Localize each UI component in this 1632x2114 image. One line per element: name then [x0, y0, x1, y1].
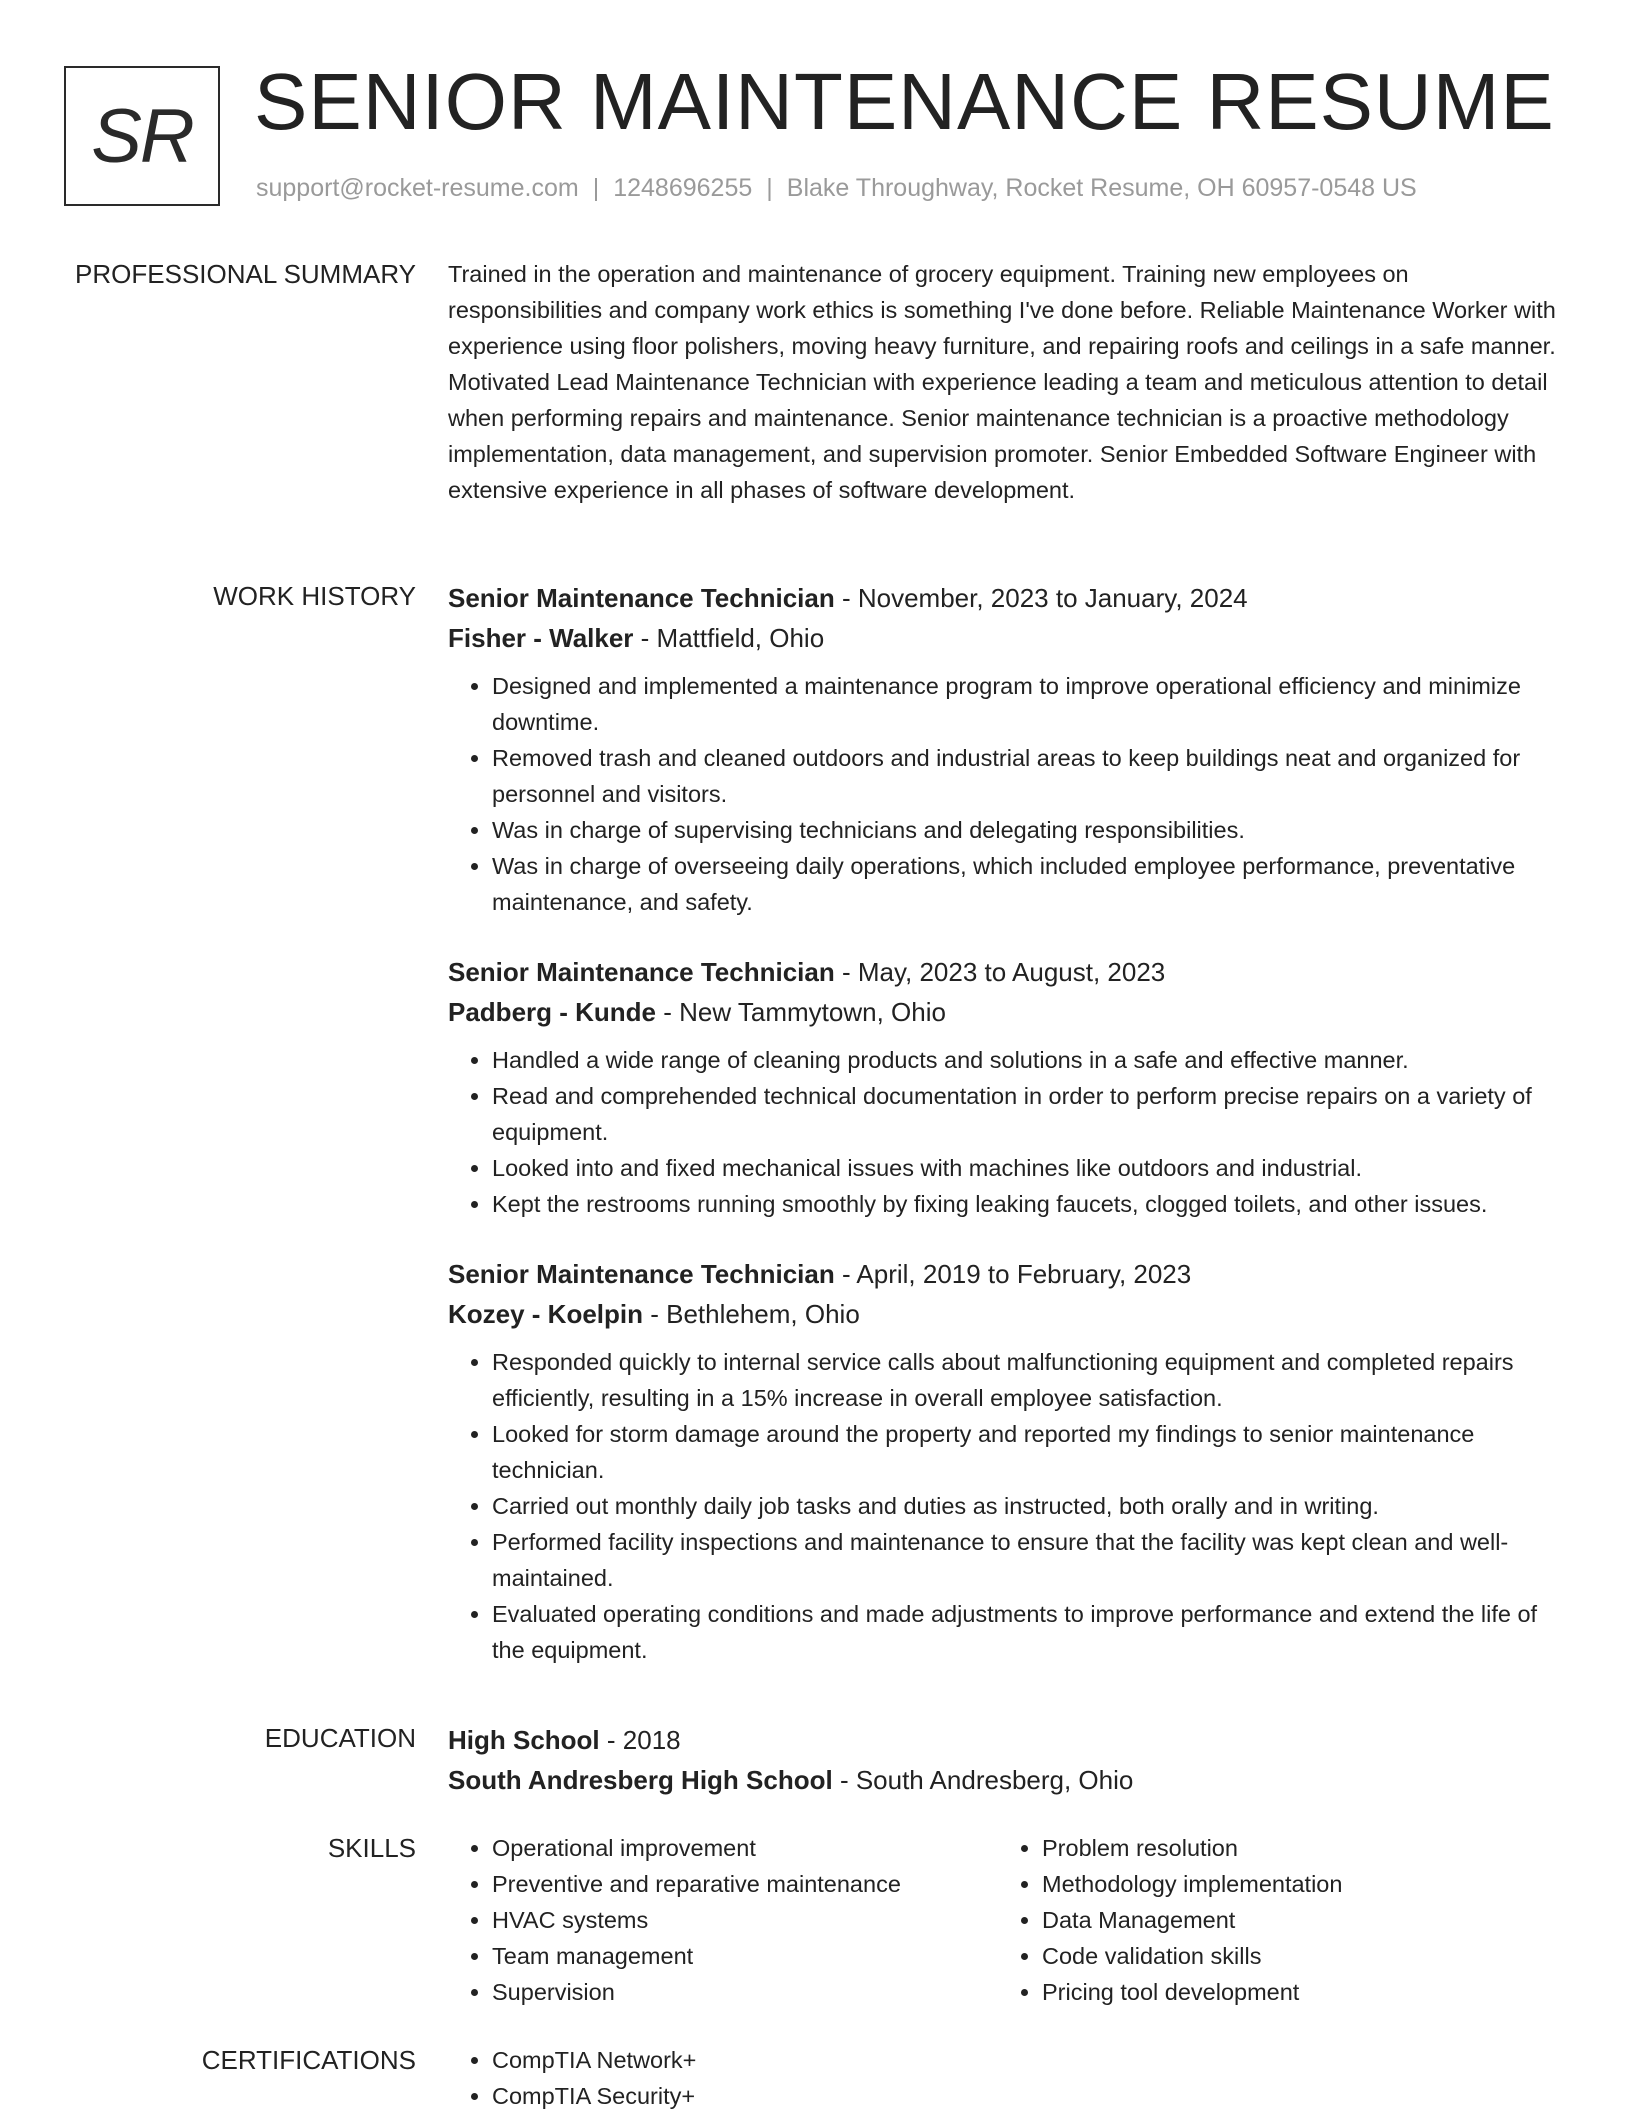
list-item: • Looked into and fixed mechanical issues with machines like outdoors and industrial.	[492, 1150, 1568, 1186]
list-item: • Performed facility inspections and maintenance to ensure that the facility was kept clean and well-maintained.	[492, 1524, 1568, 1596]
list-item: • Evaluated operating conditions and made adjustments to improve performance and extend the life of the equipment.	[492, 1596, 1568, 1668]
job-title: Senior Maintenance Technician	[448, 583, 835, 613]
list-item: • Team management	[492, 1938, 998, 1974]
list-item: • Preventive and reparative maintenance	[492, 1866, 998, 1902]
list-item: • Pricing tool development	[1042, 1974, 1548, 2010]
job-title-line	[448, 952, 1568, 992]
job-bullets	[448, 1042, 1568, 1222]
skills-column-right	[998, 1830, 1548, 2010]
contact-email[interactable]: support@rocket-resume.com	[256, 174, 579, 202]
skills-grid	[448, 1830, 1568, 2010]
job-title: Senior Maintenance Technician	[448, 1259, 835, 1289]
list-item: • Carried out monthly daily job tasks and duties as instructed, both orally and in writing.	[492, 1488, 1568, 1524]
company-location: - New Tammytown, Ohio	[656, 997, 946, 1027]
job-title-line	[448, 578, 1568, 618]
contact-phone[interactable]: 1248696255	[613, 174, 753, 202]
list-item: • Responded quickly to internal service calls about malfunctioning equipment and completed repairs efficiently, resulting in a 15% increase in overall employee satisfaction.	[492, 1344, 1568, 1416]
list-item: • Read and comprehended technical documentation in order to perform precise repairs on a variety of equipment.	[492, 1078, 1568, 1150]
school-line	[448, 1760, 1568, 1800]
skills-column-left	[448, 1830, 998, 2010]
list-item: • Was in charge of overseeing daily operations, which included employee performance, preventative maintenance, and safety.	[492, 848, 1568, 920]
company-location: - Mattfield, Ohio	[633, 623, 825, 653]
list-item: • HVAC systems	[492, 1902, 998, 1938]
company-line	[448, 618, 1568, 658]
contact-separator: |	[766, 174, 773, 202]
contact-line	[256, 174, 1417, 203]
list-item: • Kept the restrooms running smoothly by fixing leaking faucets, clogged toilets, and other issues.	[492, 1186, 1568, 1222]
job-bullets	[448, 1344, 1568, 1668]
list-item: • Problem resolution	[1042, 1830, 1548, 1866]
section-label-work-history: WORK HISTORY	[213, 581, 416, 611]
education-content	[448, 1720, 1568, 1800]
certifications-content	[448, 2042, 1568, 2114]
job-dates: - November, 2023 to January, 2024	[834, 583, 1248, 613]
list-item: • Methodology implementation	[1042, 1866, 1548, 1902]
school-name: South Andresberg High School	[448, 1765, 833, 1795]
list-item: • CompTIA Network+	[492, 2042, 1568, 2078]
list-item: • Designed and implemented a maintenance program to improve operational efficiency and minimize downtime.	[492, 668, 1568, 740]
list-item: • Handled a wide range of cleaning products and solutions in a safe and effective manner.	[492, 1042, 1568, 1078]
contact-separator: |	[592, 174, 600, 202]
list-item: • Removed trash and cleaned outdoors and industrial areas to keep buildings neat and organized for personnel and visitors.	[492, 740, 1568, 812]
degree: High School	[448, 1725, 600, 1755]
list-item: • Was in charge of supervising technicians and delegating responsibilities.	[492, 812, 1568, 848]
job-dates: - April, 2019 to February, 2023	[834, 1259, 1192, 1289]
list-item: • Code validation skills	[1042, 1938, 1548, 1974]
resume-title: SENIOR MAINTENANCE RESUME	[254, 57, 1555, 146]
school-location: - South Andresberg, Ohio	[832, 1765, 1134, 1795]
company-line	[448, 992, 1568, 1032]
contact-address: Blake Throughway, Rocket Resume, OH 60957-0548 US	[786, 174, 1417, 202]
company-name: Fisher - Walker	[448, 623, 634, 653]
monogram-text: SR	[91, 93, 193, 179]
company-location: - Bethlehem, Ohio	[643, 1299, 860, 1329]
job-title-line	[448, 1254, 1568, 1294]
degree-line	[448, 1720, 1568, 1760]
job-dates: - May, 2023 to August, 2023	[834, 957, 1166, 987]
list-item: • CompTIA Security+	[492, 2078, 1568, 2114]
list-item: • Supervision	[492, 1974, 998, 2010]
company-name: Padberg - Kunde	[448, 997, 657, 1027]
summary-text: Trained in the operation and maintenance of grocery equipment. Training new employees on responsibilities and company work ethics is something I've done before. Reliable Maintenance Worker with experience using floor polishers, moving heavy furniture, and repairing roofs and ceilings in a safe manner. Motivated Lead Maintenance Technician with experience leading a team and meticulous attention to detail when performing repairs and maintenance. Senior maintenance technician is a proactive methodology implementation, data management, and supervision promoter. Senior Embedded Software Engineer with extensive experience in all phases of software development.	[448, 261, 1556, 503]
job-title: Senior Maintenance Technician	[448, 957, 835, 987]
job-entry	[448, 952, 1568, 1222]
work-history-content	[448, 578, 1568, 1668]
section-label-skills: SKILLS	[327, 1833, 416, 1863]
list-item: • Data Management	[1042, 1902, 1548, 1938]
list-item: • Operational improvement	[492, 1830, 998, 1866]
job-entry	[448, 578, 1568, 920]
certifications-list	[448, 2042, 1568, 2114]
job-entry	[448, 1254, 1568, 1668]
list-item: • Looked for storm damage around the property and reported my findings to senior maintenance technician.	[492, 1416, 1568, 1488]
company-line	[448, 1294, 1568, 1334]
monogram-logo	[64, 66, 220, 206]
section-label-certifications: CERTIFICATIONS	[201, 2045, 416, 2075]
section-label-education: EDUCATION	[264, 1723, 416, 1753]
job-bullets	[448, 668, 1568, 920]
company-name: Kozey - Koelpin	[448, 1299, 644, 1329]
degree-year: - 2018	[599, 1725, 681, 1755]
section-label-summary: PROFESSIONAL SUMMARY	[75, 259, 416, 289]
